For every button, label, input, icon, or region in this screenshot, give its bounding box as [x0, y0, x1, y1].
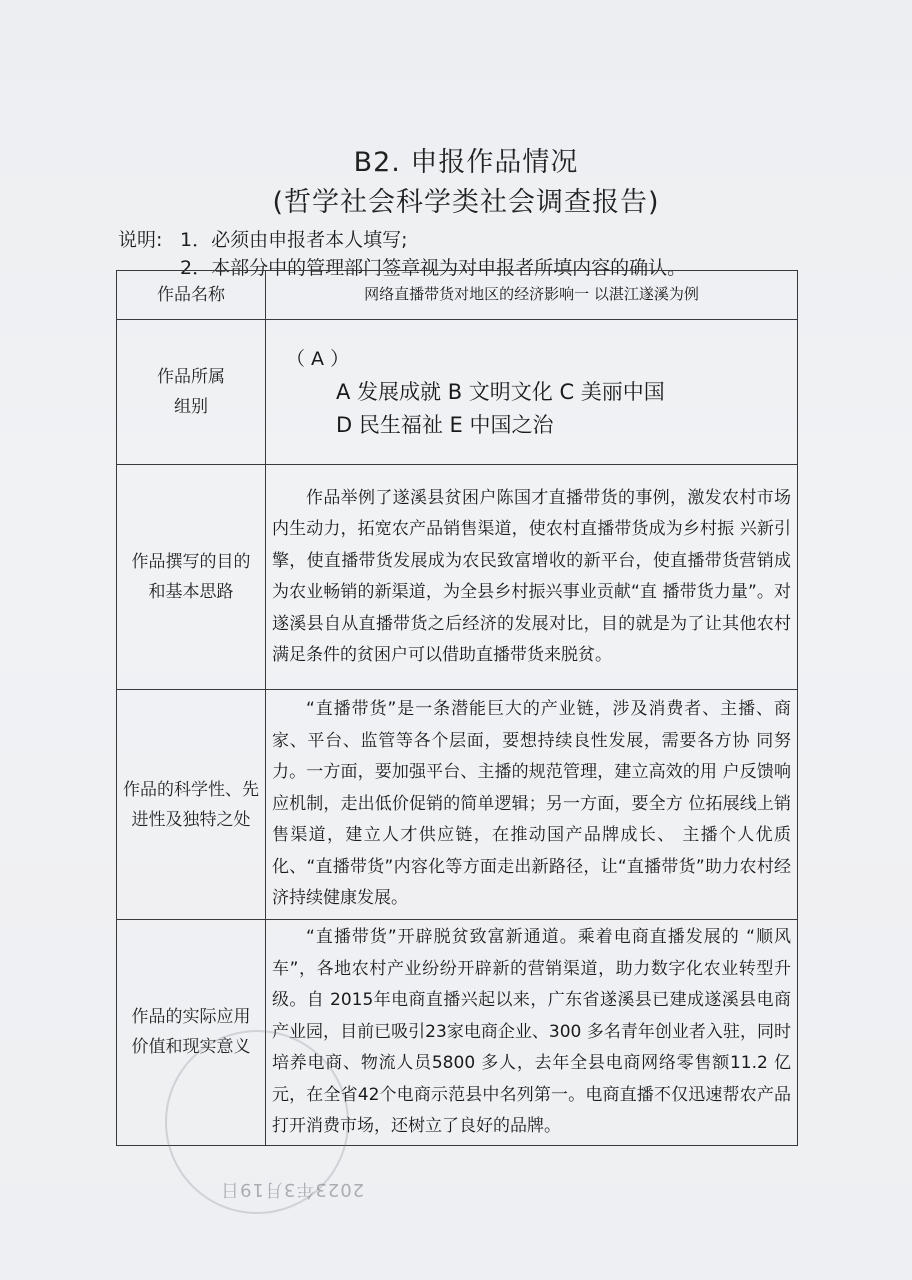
page-title: B2. 申报作品情况	[353, 147, 579, 178]
row-science	[117, 690, 798, 920]
value-label-line1: 作品的实际应用	[131, 1007, 251, 1028]
science-label	[117, 690, 266, 920]
purpose-label-line1: 作品撰写的目的	[131, 552, 251, 572]
value-text: “直播带货”开辟脱贫致富新通道。乘着电商直播发展的 “顺风车”，各地农村产业纷纷开辟新的营销渠道，助力数字化农业转型升级。自 2015年电商直播兴起以来，广东省遂溪县已建成遂溪县电商产业园，目前已吸引23家电商企业、300 多名青年创业者入驻，同时培养电商、物流人员5800 多人，去年全县电商网络零售额11.2 亿元，在全省42个电商示范县中名列第一。电商直播不仅迅速帮农产品打开消费市场，还树立了良好的品牌。	[272, 927, 791, 1136]
instruction-1-text: 1．必须由申报者本人填写;	[180, 229, 408, 251]
science-text: “直播带货”是一条潜能巨大的产业链，涉及消费者、主播、商家、平台、监管等各个层面，要想持续良性发展，需要各方协 同努力。一方面，要加强平台、主播的规范管理，建立高效的用 户反馈响应机制，走出低价促销的简单逻辑；另一方面，要全方 位拓展线上销售渠道，建立人才供应链，在推动国产品牌成长、 主播个人优质化、“直播带货”内容化等方面走出新路径，让“直播带货”助力农村经济持续健康发展。	[272, 699, 791, 909]
report-form-table	[116, 270, 798, 1146]
work-name-value: 网络直播带货对地区的经济影响一 以湛江遂溪为例	[266, 271, 798, 320]
group-selected: （ A ）	[286, 347, 350, 370]
value-label-line2: 价值和现实意义	[131, 1037, 251, 1058]
science-text-cell	[266, 690, 798, 920]
group-options-line2: D 民生福祉 E 中国之治	[336, 412, 554, 437]
purpose-label-line2: 和基本思路	[148, 582, 234, 602]
group-label-line2: 组别	[174, 397, 208, 417]
purpose-text-cell	[266, 465, 798, 690]
page-subtitle: (哲学社会科学类社会调查报告)	[272, 187, 660, 218]
instruction-1	[118, 226, 686, 254]
instructions-lead: 说明:	[118, 229, 163, 251]
row-purpose	[117, 465, 798, 690]
instruction-2-text: 2．本部分中的管理部门签章视为对申报者所填内容的确认。	[180, 257, 687, 279]
stamp-date: 2023年3月19日	[220, 1179, 365, 1200]
group-options-line1: A 发展成就 B 文明文化 C 美丽中国	[336, 379, 665, 404]
purpose-label	[117, 465, 266, 690]
row-work-name	[117, 271, 798, 320]
row-group	[117, 320, 798, 465]
science-label-line1: 作品的科学性、先	[123, 779, 259, 800]
group-label	[117, 320, 266, 465]
group-value	[266, 320, 798, 465]
science-label-line2: 进性及独特之处	[131, 809, 251, 830]
work-name-label: 作品名称	[117, 271, 266, 320]
purpose-text: 作品举例了遂溪县贫困户陈国才直播带货的事例，激发农村市场内生动力，拓宽农产品销售渠道，使农村直播带货成为乡村振 兴新引擎，使直播带货发展成为农民致富增收的新平台，使直播带货营销成为农业畅销的新渠道，为全县乡村振兴事业贡献“直 播带货力量”。对遂溪县自从直播带货之后经济的发展对比，目的就是为了让其他农村满足条件的贫困户可以借助直播带货来脱贫。	[272, 487, 791, 665]
group-label-line1: 作品所属	[157, 367, 225, 387]
